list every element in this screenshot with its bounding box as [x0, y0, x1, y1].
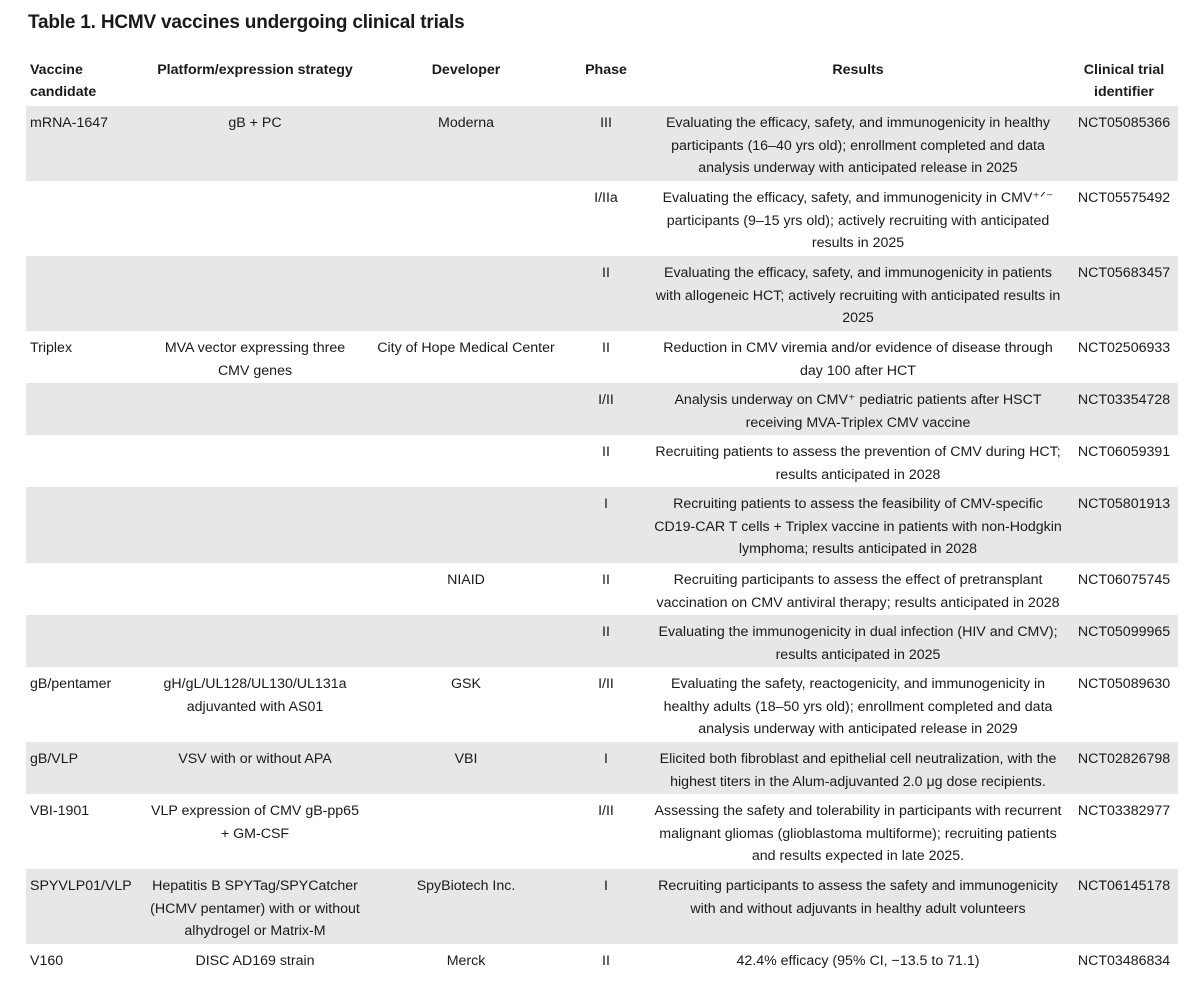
table-row: [26, 794, 1178, 869]
cell-platform: VLP expression of CMV gB-pp65 + GM-CSF: [151, 803, 359, 842]
table-row: [26, 487, 1178, 563]
cell-platform: Hepatitis B SPYTag/SPYCatcher (HCMV pentamer) with or without alhydrogel or Matrix-M: [144, 869, 366, 944]
header-developer: Developer: [431, 62, 501, 78]
cell-vaccine-candidate: [26, 383, 144, 435]
table-row: [26, 435, 1178, 487]
cell-phase: II: [602, 953, 610, 969]
cell-vaccine-candidate: gB/pentamer: [30, 676, 112, 692]
table-row: [26, 615, 1178, 667]
cell-phase: I/II: [598, 676, 614, 692]
cell-trial-identifier: NCT05683457: [1070, 256, 1178, 331]
table-row: [26, 383, 1178, 435]
cell-trial-identifier: NCT05089630: [1077, 676, 1171, 692]
cell-platform: [144, 615, 366, 667]
cell-platform: [144, 256, 366, 331]
cell-trial-identifier: NCT06075745: [1077, 572, 1171, 588]
cell-platform: [144, 435, 366, 487]
table-row: [26, 944, 1178, 973]
cell-vaccine-candidate: V160: [30, 953, 64, 969]
cell-trial-identifier: NCT03354728: [1070, 383, 1178, 435]
cell-results: Elicited both fibroblast and epithelial cell neutralization, with the highest titers in the Alum-adjuvanted 2.0 μg dose recipients.: [646, 742, 1070, 794]
cell-developer: SpyBiotech Inc.: [366, 869, 566, 944]
cell-results: Evaluating the immunogenicity in dual infection (HIV and CMV); results anticipated in 2025: [646, 615, 1070, 667]
cell-developer: [366, 615, 566, 667]
cell-trial-identifier: NCT05801913: [1070, 487, 1178, 563]
table-row: [26, 106, 1178, 181]
table-row: [26, 256, 1178, 331]
cell-vaccine-candidate: [26, 435, 144, 487]
cell-phase: II: [602, 444, 610, 460]
table-row: [26, 331, 1178, 383]
cell-trial-identifier: NCT02826798: [1070, 742, 1178, 794]
cell-phase: I: [566, 487, 646, 563]
cell-trial-identifier: NCT05099965: [1070, 615, 1178, 667]
table-row: [26, 667, 1178, 742]
cell-developer: [366, 487, 566, 563]
cell-developer: Moderna: [366, 106, 566, 181]
cell-vaccine-candidate: [26, 181, 144, 256]
cell-developer: [366, 181, 566, 256]
cell-phase: I/II: [566, 383, 646, 435]
cell-vaccine-candidate: VBI-1901: [30, 803, 90, 819]
cell-phase: II: [602, 340, 610, 356]
cell-results: 42.4% efficacy (95% CI, −13.5 to 71.1): [736, 953, 980, 969]
header-results: Results: [832, 62, 884, 78]
cell-vaccine-candidate: Triplex: [30, 340, 73, 356]
cell-vaccine-candidate: SPYVLP01/VLP: [26, 869, 144, 944]
cell-phase: I/IIa: [594, 190, 618, 206]
cell-results: Recruiting patients to assess the feasibility of CMV-specific CD19-CAR T cells + Triplex vaccine in patients with non-Hodgkin lymphoma; results anticipated in 2028: [646, 487, 1070, 563]
cell-phase: I: [566, 742, 646, 794]
cell-developer: Merck: [446, 953, 486, 969]
cell-results: Analysis underway on CMV⁺ pediatric patients after HSCT receiving MVA-Triplex CMV vaccine: [646, 383, 1070, 435]
cell-platform: gH/gL/UL128/UL130/UL131a adjuvanted with AS01: [163, 676, 347, 715]
header-vaccine-candidate: Vaccine candidate: [30, 62, 97, 100]
cell-platform: gB + PC: [144, 106, 366, 181]
cell-results: Recruiting participants to assess the effect of pretransplant vaccination on CMV antiviral therapy; results anticipated in 2028: [656, 572, 1060, 611]
cell-platform: [144, 181, 366, 256]
cell-phase: I/II: [598, 803, 614, 819]
cell-trial-identifier: NCT03486834: [1077, 953, 1171, 969]
cell-trial-identifier: NCT05085366: [1070, 106, 1178, 181]
table-row: [26, 742, 1178, 794]
cell-developer: [366, 435, 566, 487]
cell-developer: NIAID: [447, 572, 485, 588]
table-body: [26, 106, 1178, 973]
cell-phase: I: [566, 869, 646, 944]
cell-vaccine-candidate: [26, 256, 144, 331]
header-row: [26, 57, 1178, 106]
cell-platform: VSV with or without APA: [144, 742, 366, 794]
header-platform: Platform/expression strategy: [157, 62, 353, 78]
cell-vaccine-candidate: [26, 487, 144, 563]
cell-platform: [144, 383, 366, 435]
cell-results: Recruiting patients to assess the prevention of CMV during HCT; results anticipated in 2028: [655, 444, 1061, 483]
cell-developer: [366, 256, 566, 331]
cell-platform: [144, 563, 366, 615]
cell-trial-identifier: NCT02506933: [1077, 340, 1171, 356]
cell-platform: MVA vector expressing three CMV genes: [164, 340, 346, 379]
cell-trial-identifier: NCT06145178: [1070, 869, 1178, 944]
cell-vaccine-candidate: [26, 615, 144, 667]
cell-developer: [366, 383, 566, 435]
header-phase: Phase: [585, 62, 627, 78]
cell-developer: City of Hope Medical Center: [377, 340, 555, 356]
table-row: [26, 869, 1178, 944]
cell-phase: II: [566, 615, 646, 667]
cell-platform: [144, 487, 366, 563]
cell-results: Evaluating the safety, reactogenicity, and immunogenicity in healthy adults (18–50 yrs old); enrollment completed and data analysis underway with anticipated release in 2029: [663, 676, 1053, 737]
cell-results: Evaluating the efficacy, safety, and immunogenicity in healthy participants (16–40 yrs old); enrollment completed and data analysis underway with anticipated release in 2025: [646, 106, 1070, 181]
cell-developer: VBI: [366, 742, 566, 794]
cell-trial-identifier: NCT05575492: [1077, 190, 1171, 206]
cell-trial-identifier: NCT06059391: [1077, 444, 1171, 460]
cell-developer: GSK: [451, 676, 481, 692]
cell-results: Evaluating the efficacy, safety, and immunogenicity in CMV⁺ᐟ⁻ participants (9–15 yrs old); actively recruiting with anticipated results in 2025: [662, 190, 1054, 251]
vaccine-trials-table: [26, 57, 1178, 973]
cell-phase: II: [602, 572, 610, 588]
header-trial-identifier: Clinical trial identifier: [1083, 62, 1165, 100]
cell-phase: III: [566, 106, 646, 181]
cell-vaccine-candidate: [26, 563, 144, 615]
cell-platform: DISC AD169 strain: [195, 953, 315, 969]
table-title: Table 1. HCMV vaccines undergoing clinical trials: [28, 12, 465, 33]
cell-vaccine-candidate: mRNA-1647: [26, 106, 144, 181]
cell-results: Evaluating the efficacy, safety, and immunogenicity in patients with allogeneic HCT; actively recruiting with anticipated results in 2025: [646, 256, 1070, 331]
cell-phase: II: [566, 256, 646, 331]
cell-results: Recruiting participants to assess the safety and immunogenicity with and without adjuvants in healthy adult volunteers: [646, 869, 1070, 944]
table-row: [26, 181, 1178, 256]
cell-developer: [366, 794, 566, 869]
cell-vaccine-candidate: gB/VLP: [26, 742, 144, 794]
cell-results: Reduction in CMV viremia and/or evidence of disease through day 100 after HCT: [663, 340, 1053, 379]
table-row: [26, 563, 1178, 615]
cell-results: Assessing the safety and tolerability in participants with recurrent malignant gliomas (glioblastoma multiforme); recruiting patients and results expected in late 2025.: [654, 803, 1062, 864]
cell-trial-identifier: NCT03382977: [1077, 803, 1171, 819]
